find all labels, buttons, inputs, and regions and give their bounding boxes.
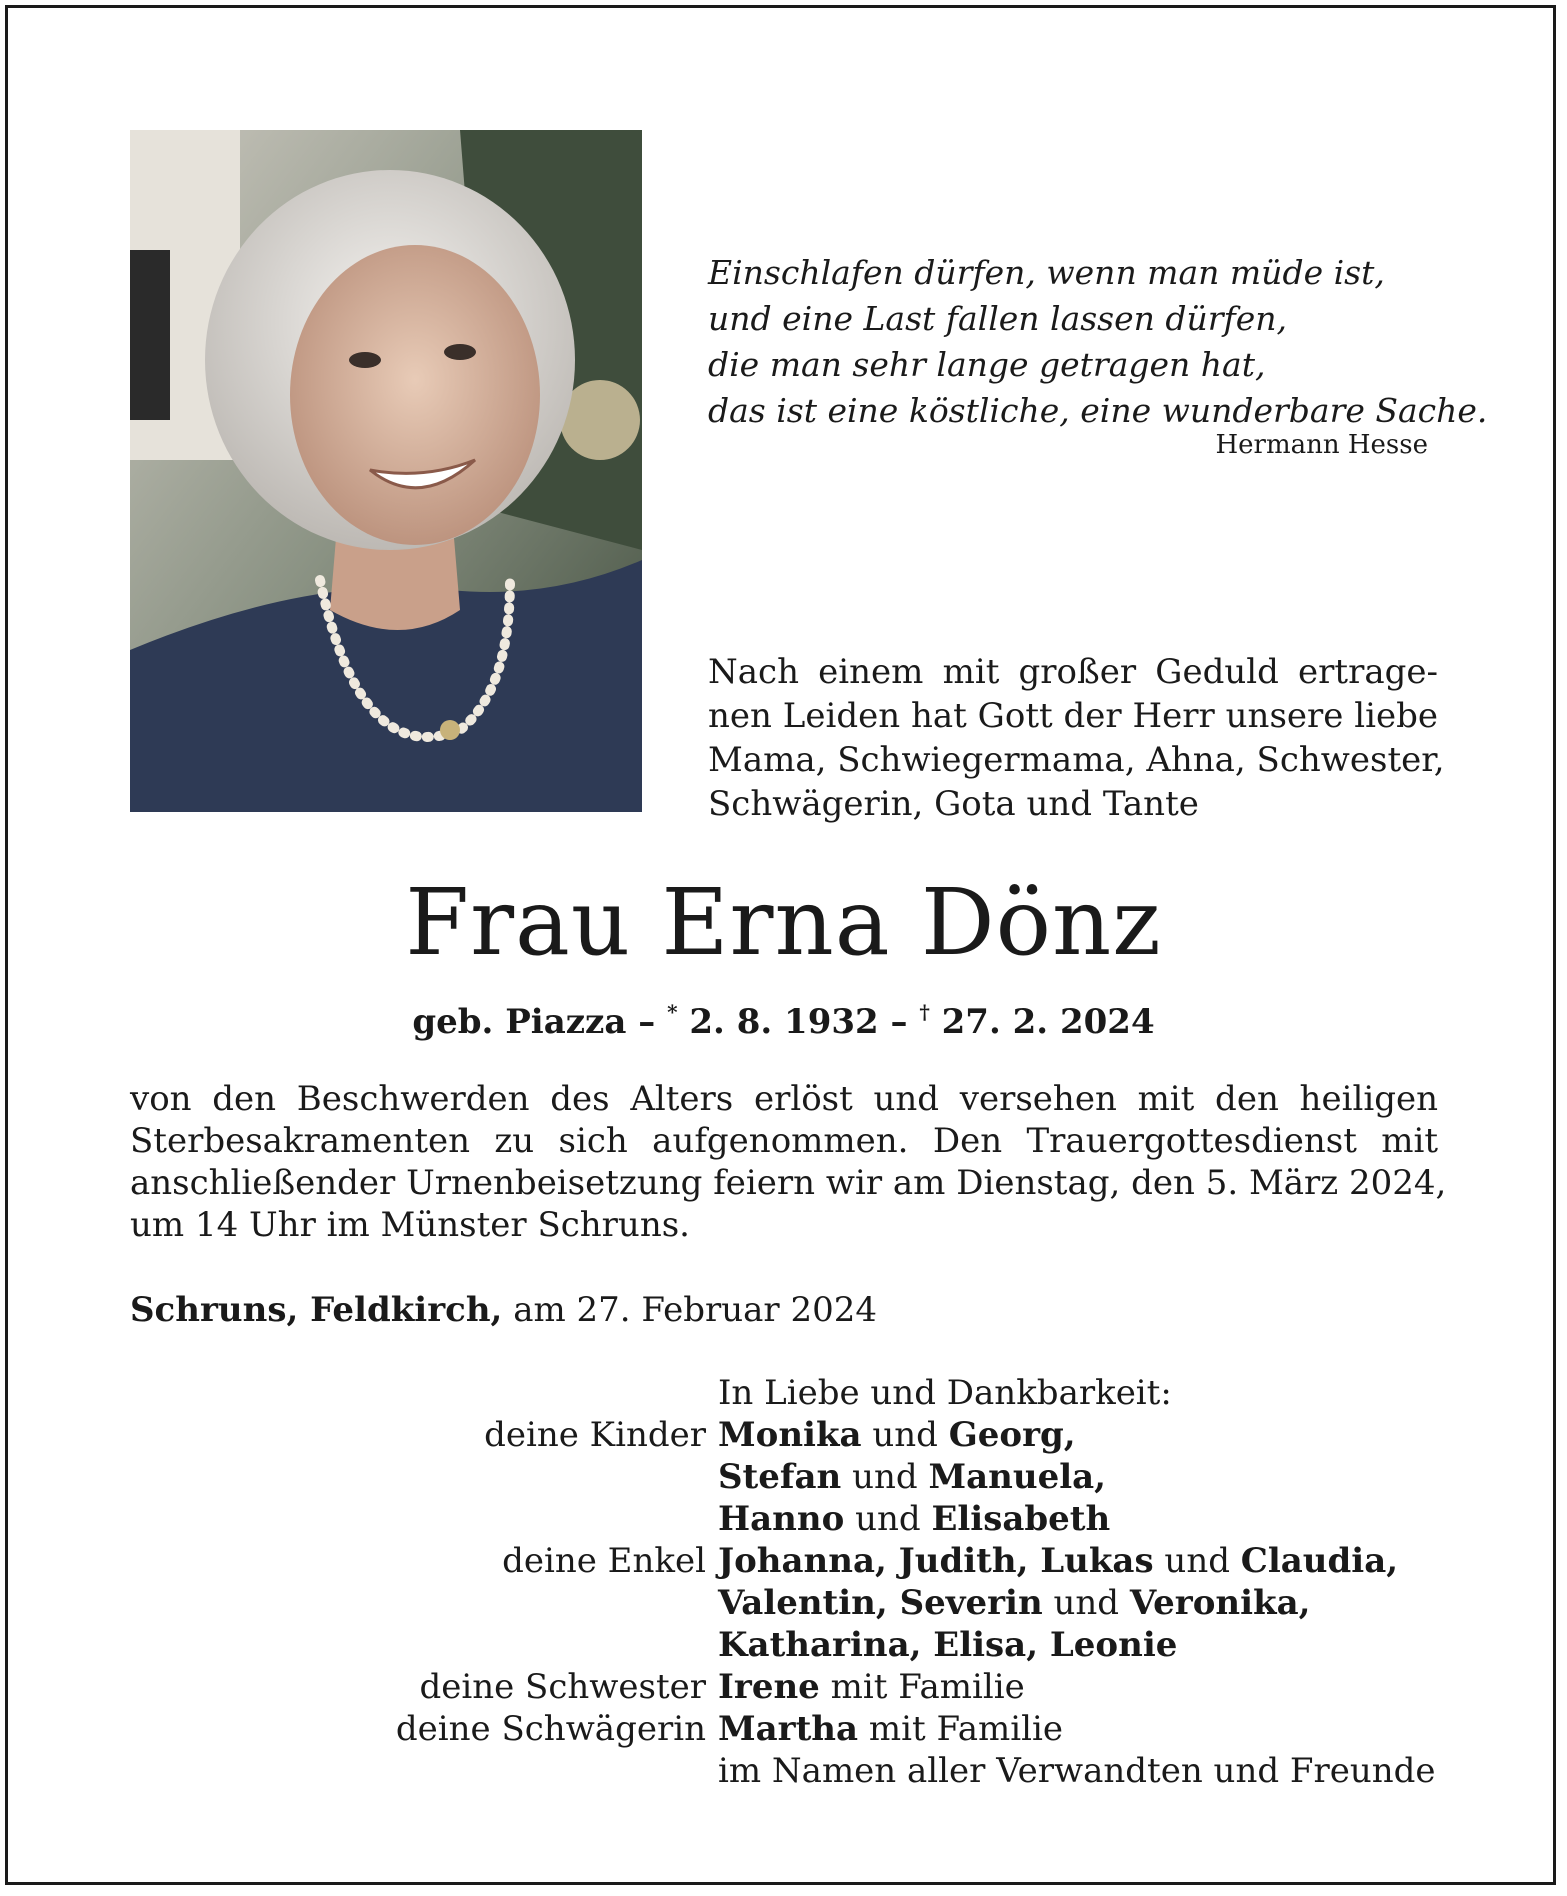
body-line: anschließender Urnenbeisetzung feiern wir am Dienstag, den 5. März 2024, xyxy=(130,1163,1447,1203)
intro-line: Nach einem mit großer Geduld ertrage- xyxy=(708,652,1438,692)
quote-text xyxy=(708,250,1488,434)
announcement-date: am 27. Februar 2024 xyxy=(502,1290,878,1330)
birth-symbol: * xyxy=(667,1000,678,1024)
mourners-list xyxy=(0,1372,1567,1792)
mourner-names: Katharina, Elisa, Leonie xyxy=(718,1625,1178,1665)
quote-line: und eine Last fallen lassen dürfen, xyxy=(708,299,1288,338)
relation-label: deine Enkel xyxy=(502,1541,706,1581)
quote-author: Hermann Hesse xyxy=(1215,430,1428,460)
mourner-names: Irene mit Familie xyxy=(718,1667,1025,1707)
mourner-names: Johanna, Judith, Lukas und Claudia, xyxy=(718,1541,1399,1581)
intro-text xyxy=(708,650,1445,826)
places: Schruns, Feldkirch, xyxy=(130,1290,503,1330)
mourner-names: Stefan und Manuela, xyxy=(718,1457,1106,1497)
mourner-names: Valentin, Severin und Veronika, xyxy=(718,1583,1311,1623)
mourner-names: Martha mit Familie xyxy=(718,1709,1063,1749)
death-date: 27. 2. 2024 xyxy=(929,1002,1155,1042)
relation-label: deine Schwägerin xyxy=(395,1709,706,1749)
place-date xyxy=(130,1290,877,1330)
intro-line: Mama, Schwiegermama, Ahna, Schwester, xyxy=(708,740,1445,780)
relation-label: deine Kinder xyxy=(484,1415,706,1455)
intro-line: nen Leiden hat Gott der Herr unsere liebe xyxy=(708,696,1438,736)
mourner-names: Monika und Georg, xyxy=(718,1415,1076,1455)
body-line: von den Beschwerden des Alters erlöst und versehen mit den heiligen xyxy=(130,1079,1438,1119)
mourner-names: Hanno und Elisabeth xyxy=(718,1499,1111,1539)
closing-line: im Namen aller Verwandten und Freunde xyxy=(718,1751,1436,1791)
quote-line: das ist eine köstliche, eine wunderbare Sache. xyxy=(708,391,1488,430)
portrait-photo xyxy=(130,130,642,812)
life-dates xyxy=(0,1000,1567,1042)
death-symbol: † xyxy=(919,1000,930,1024)
quote-line: die man sehr lange getragen hat, xyxy=(708,345,1266,384)
birth-date: 2. 8. 1932 – xyxy=(677,1002,920,1042)
quote-line: Einschlafen dürfen, wenn man müde ist, xyxy=(708,253,1385,292)
announcement-text xyxy=(130,1078,1447,1246)
body-line: um 14 Uhr im Münster Schruns. xyxy=(130,1205,690,1245)
deceased-name: Frau Erna Dönz xyxy=(405,869,1162,976)
body-line: Sterbesakramenten zu sich aufgenommen. Den Trauergottesdienst mit xyxy=(130,1121,1438,1161)
mourners-heading: In Liebe und Dankbarkeit: xyxy=(718,1373,1172,1413)
maiden-name: geb. Piazza – xyxy=(412,1002,668,1042)
relation-label: deine Schwester xyxy=(419,1667,706,1707)
intro-line: Schwägerin, Gota und Tante xyxy=(708,784,1199,824)
